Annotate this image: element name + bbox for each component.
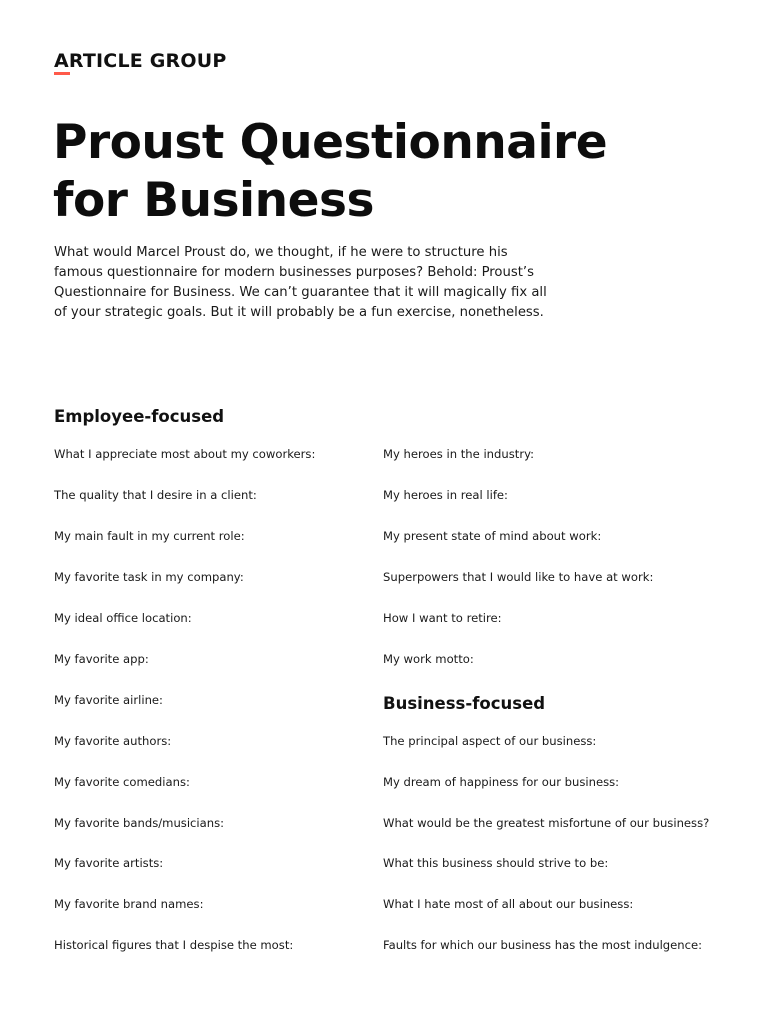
question-item: The quality that I desire in a client: — [54, 488, 257, 502]
page-title-line-2: for Business — [53, 173, 374, 228]
question-item: My ideal office location: — [54, 611, 192, 625]
intro-paragraph: What would Marcel Proust do, we thought, if he were to structure his famous questionnaire for modern businesses purposes? Behold: Proust’s Questionnaire for Business. We can’t guarantee that it will magically fix all of your strategic goals. But it will probably be a fun exercise, nonetheless. — [54, 245, 547, 320]
question-item: Historical figures that I despise the most: — [54, 938, 294, 952]
article-group-logo: ARTICLE GROUP — [54, 50, 227, 72]
question-item: What this business should strive to be: — [383, 856, 609, 870]
question-item: My heroes in real life: — [383, 488, 508, 502]
question-item: Faults for which our business has the most indulgence: — [383, 938, 703, 952]
question-item: My favorite authors: — [54, 734, 172, 748]
question-item: What I hate most of all about our business: — [383, 897, 634, 911]
question-item: My present state of mind about work: — [383, 529, 602, 543]
employee-section-heading: Employee-focused — [54, 407, 225, 426]
question-item: My favorite comedians: — [54, 775, 190, 789]
question-item: What would be the greatest misfortune of our business? — [383, 816, 710, 830]
question-item: My dream of happiness for our business: — [383, 775, 620, 789]
question-item: My favorite artists: — [54, 856, 164, 870]
question-item: My favorite task in my company: — [54, 570, 244, 584]
question-item: My favorite app: — [54, 652, 149, 666]
question-item: My main fault in my current role: — [54, 529, 245, 543]
page-title-line-1: Proust Questionnaire — [53, 115, 608, 170]
business-section-heading: Business-focused — [383, 694, 546, 713]
question-item: Superpowers that I would like to have at work: — [383, 570, 654, 584]
question-item: My favorite airline: — [54, 693, 163, 707]
question-item: My work motto: — [383, 652, 474, 666]
question-item: What I appreciate most about my coworkers: — [54, 447, 316, 461]
question-item: The principal aspect of our business: — [383, 734, 597, 748]
logo-accent-underline — [54, 72, 70, 75]
question-item: My heroes in the industry: — [383, 447, 535, 461]
page-title — [53, 114, 607, 230]
question-item: My favorite brand names: — [54, 897, 204, 911]
question-item: My favorite bands/musicians: — [54, 816, 225, 830]
question-item: How I want to retire: — [383, 611, 502, 625]
